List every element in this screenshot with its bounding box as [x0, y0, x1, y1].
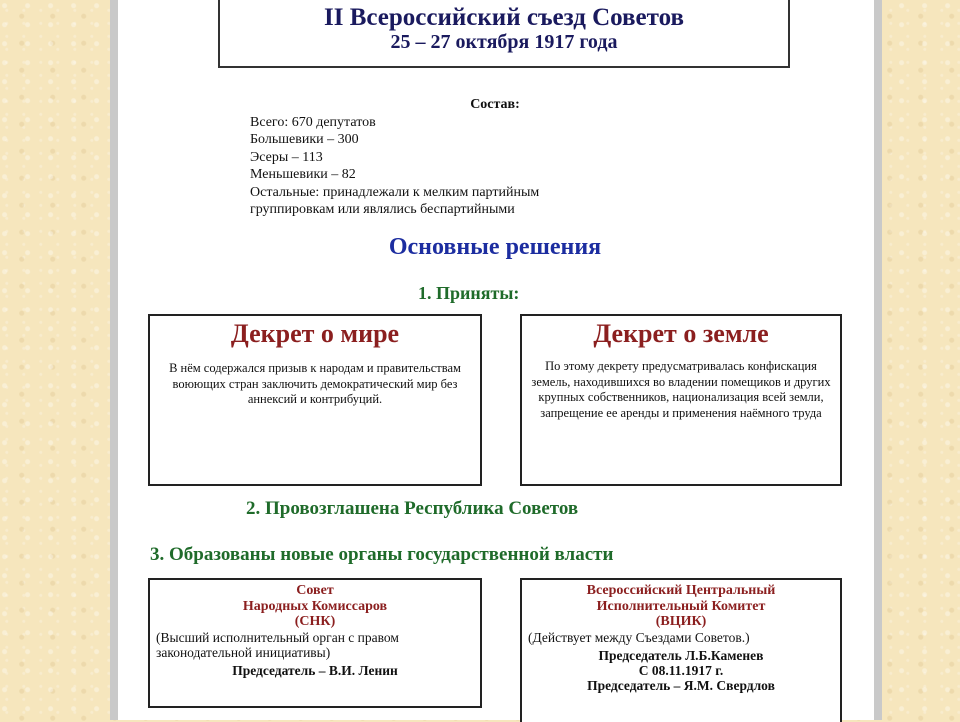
section-3-heading: 3. Образованы новые органы государственной власти	[150, 544, 614, 565]
vcik-description: (Действует между Съездами Советов.)	[528, 629, 750, 645]
composition-heading: Состав:	[470, 97, 520, 112]
snk-abbr: (СНК)	[294, 614, 336, 629]
composition-line: Всего: 670 депутатов	[250, 114, 376, 130]
decree-land-text: По этому декрету предусматривалась конфискация земель, находившихся во владении помещиков и других крупных собственников, национализация всей земли, запрещение ее аренды и применения наёмного труда	[531, 359, 831, 420]
decree-peace-box	[148, 314, 482, 486]
decree-peace-text: В нём содержался призыв к народам и правительствам воюющих стран заключить демократический мир без аннексий и контрибуций.	[169, 361, 461, 406]
vcik-chairman-1: Председатель Л.Б.Каменев	[598, 647, 764, 663]
decree-peace-title: Декрет о мире	[230, 319, 400, 348]
decree-land-title: Декрет о земле	[593, 319, 769, 348]
page-title: II Всероссийский съезд Советов	[324, 4, 684, 31]
snk-box	[148, 578, 482, 708]
snk-chairman: Председатель – В.И. Ленин	[232, 662, 398, 678]
composition-line: Большевики – 300	[250, 132, 359, 147]
page-subtitle-dates: 25 – 27 октября 1917 года	[390, 31, 618, 53]
vcik-abbr: (ВЦИК)	[655, 614, 707, 629]
vcik-chairman-2: Председатель – Я.М. Свердлов	[587, 677, 775, 693]
composition-line: Эсеры – 113	[250, 149, 323, 165]
title-box	[218, 0, 790, 68]
main-decisions-heading: Основные решения	[388, 234, 602, 260]
composition-line: группировкам или являлись беспартийными	[250, 202, 515, 217]
vcik-box	[520, 578, 842, 722]
composition-line: Остальные: принадлежали к мелким партийным	[250, 184, 540, 200]
snk-description: (Высший исполнительный орган с правом законодательной инициативы)	[156, 629, 399, 660]
section-2-heading: 2. Провозглашена Республика Советов	[246, 498, 579, 519]
vcik-chairman-1-since: С 08.11.1917 г.	[638, 662, 724, 678]
vcik-name-line1: Всероссийский Центральный	[586, 583, 776, 598]
composition-block	[250, 96, 770, 219]
snk-name-line1: Совет	[296, 583, 334, 598]
section-1-heading: 1. Приняты:	[418, 283, 520, 303]
decree-land-box	[520, 314, 842, 486]
vcik-name-line2: Исполнительный Комитет	[596, 598, 766, 614]
composition-line: Меньшевики – 82	[250, 167, 356, 182]
snk-name-line2: Народных Комиссаров	[242, 598, 388, 614]
